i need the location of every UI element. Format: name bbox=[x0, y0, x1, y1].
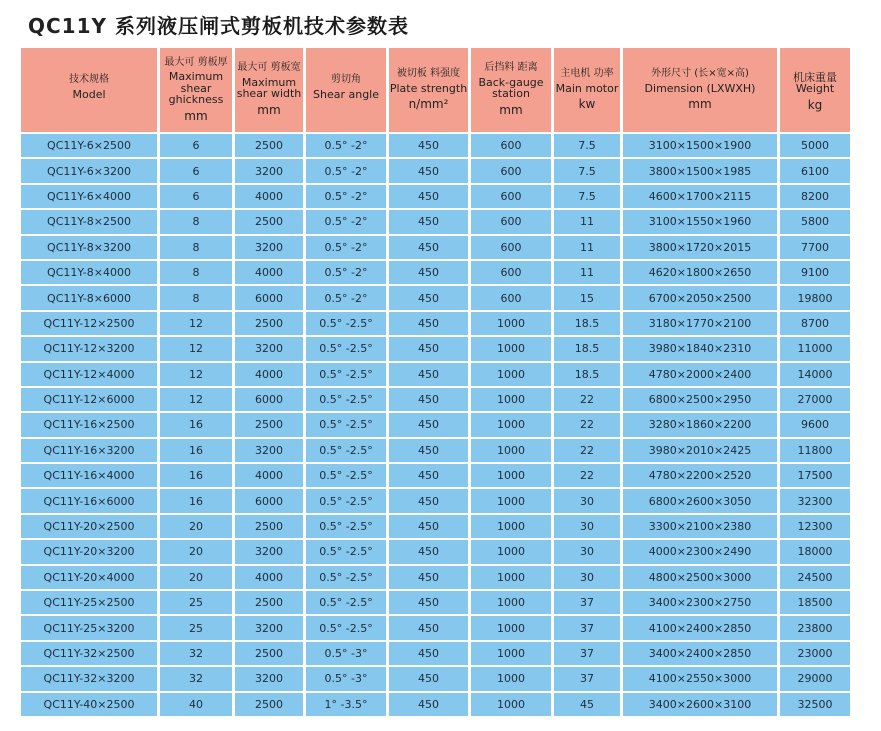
cell-shear-angle: 1° -3.5° bbox=[306, 693, 386, 716]
header-dimension-unit: mm bbox=[688, 97, 712, 112]
header-weight-en: 机床重量 Weight bbox=[793, 70, 837, 96]
cell-max-width: 3200 bbox=[235, 439, 303, 462]
table-row bbox=[21, 642, 850, 665]
cell-main-motor: 37 bbox=[554, 591, 620, 614]
cell-shear-angle: 0.5° -2° bbox=[306, 134, 386, 157]
cell-plate-strength: 450 bbox=[389, 515, 468, 538]
cell-model: QC11Y-8×4000 bbox=[21, 261, 157, 284]
cell-shear-angle: 0.5° -2.5° bbox=[306, 540, 386, 563]
cell-model: QC11Y-40×2500 bbox=[21, 693, 157, 716]
table-row bbox=[21, 312, 850, 335]
cell-max-width: 6000 bbox=[235, 286, 303, 309]
cell-plate-strength: 450 bbox=[389, 667, 468, 690]
cell-shear-angle: 0.5° -2.5° bbox=[306, 566, 386, 589]
cell-weight: 6100 bbox=[780, 159, 850, 182]
cell-plate-strength: 450 bbox=[389, 363, 468, 386]
cell-back-gauge: 1000 bbox=[471, 540, 551, 563]
cell-plate-strength: 450 bbox=[389, 236, 468, 259]
header-plate-strength-unit: n/mm² bbox=[408, 97, 449, 112]
cell-shear-angle: 0.5° -3° bbox=[306, 642, 386, 665]
cell-dimension: 3800×1500×1985 bbox=[623, 159, 777, 182]
cell-weight: 8200 bbox=[780, 185, 850, 208]
cell-weight: 7700 bbox=[780, 236, 850, 259]
cell-main-motor: 37 bbox=[554, 616, 620, 639]
cell-max-thickness: 6 bbox=[160, 159, 232, 182]
cell-main-motor: 22 bbox=[554, 388, 620, 411]
cell-max-width: 2500 bbox=[235, 134, 303, 157]
cell-weight: 32500 bbox=[780, 693, 850, 716]
header-main-motor-en: Main motor bbox=[555, 81, 619, 95]
cell-max-thickness: 12 bbox=[160, 363, 232, 386]
cell-model: QC11Y-20×2500 bbox=[21, 515, 157, 538]
cell-shear-angle: 0.5° -2.5° bbox=[306, 616, 386, 639]
cell-dimension: 3100×1550×1960 bbox=[623, 210, 777, 233]
cell-max-thickness: 20 bbox=[160, 566, 232, 589]
cell-dimension: 4100×2550×3000 bbox=[623, 667, 777, 690]
cell-back-gauge: 1000 bbox=[471, 312, 551, 335]
cell-max-thickness: 16 bbox=[160, 413, 232, 436]
cell-max-thickness: 8 bbox=[160, 261, 232, 284]
cell-weight: 14000 bbox=[780, 363, 850, 386]
cell-shear-angle: 0.5° -2.5° bbox=[306, 312, 386, 335]
cell-main-motor: 7.5 bbox=[554, 185, 620, 208]
cell-back-gauge: 600 bbox=[471, 159, 551, 182]
cell-dimension: 4800×2500×3000 bbox=[623, 566, 777, 589]
title-model-code: QC11Y bbox=[28, 14, 107, 38]
cell-back-gauge: 600 bbox=[471, 134, 551, 157]
cell-plate-strength: 450 bbox=[389, 286, 468, 309]
table-row bbox=[21, 286, 850, 309]
cell-main-motor: 11 bbox=[554, 210, 620, 233]
cell-max-width: 4000 bbox=[235, 363, 303, 386]
header-max-width-unit: mm bbox=[257, 103, 281, 117]
cell-back-gauge: 1000 bbox=[471, 693, 551, 716]
cell-model: QC11Y-12×2500 bbox=[21, 312, 157, 335]
cell-model: QC11Y-8×2500 bbox=[21, 210, 157, 233]
cell-shear-angle: 0.5° -2.5° bbox=[306, 363, 386, 386]
table-row bbox=[21, 566, 850, 589]
cell-shear-angle: 0.5° -2.5° bbox=[306, 337, 386, 360]
table-row bbox=[21, 439, 850, 462]
cell-max-thickness: 32 bbox=[160, 642, 232, 665]
cell-max-width: 4000 bbox=[235, 566, 303, 589]
cell-back-gauge: 1000 bbox=[471, 363, 551, 386]
cell-max-width: 4000 bbox=[235, 185, 303, 208]
cell-dimension: 3300×2100×2380 bbox=[623, 515, 777, 538]
spec-table bbox=[18, 46, 853, 718]
cell-model: QC11Y-12×6000 bbox=[21, 388, 157, 411]
cell-main-motor: 30 bbox=[554, 515, 620, 538]
cell-dimension: 6800×2500×2950 bbox=[623, 388, 777, 411]
cell-back-gauge: 600 bbox=[471, 261, 551, 284]
cell-back-gauge: 1000 bbox=[471, 642, 551, 665]
cell-plate-strength: 450 bbox=[389, 464, 468, 487]
cell-max-width: 2500 bbox=[235, 210, 303, 233]
cell-max-thickness: 6 bbox=[160, 134, 232, 157]
header-shear-angle-cn: 剪切角 bbox=[331, 74, 361, 86]
cell-max-thickness: 8 bbox=[160, 236, 232, 259]
cell-max-thickness: 40 bbox=[160, 693, 232, 716]
cell-weight: 24500 bbox=[780, 566, 850, 589]
cell-plate-strength: 450 bbox=[389, 591, 468, 614]
header-dimension bbox=[623, 48, 777, 132]
cell-shear-angle: 0.5° -3° bbox=[306, 667, 386, 690]
table-row bbox=[21, 363, 850, 386]
cell-dimension: 4600×1700×2115 bbox=[623, 185, 777, 208]
cell-weight: 9600 bbox=[780, 413, 850, 436]
cell-max-thickness: 8 bbox=[160, 210, 232, 233]
header-max-width-en: Maximum shear width bbox=[236, 75, 302, 101]
cell-dimension: 6800×2600×3050 bbox=[623, 489, 777, 512]
cell-back-gauge: 1000 bbox=[471, 667, 551, 690]
table-row bbox=[21, 464, 850, 487]
cell-back-gauge: 1000 bbox=[471, 591, 551, 614]
cell-weight: 29000 bbox=[780, 667, 850, 690]
cell-shear-angle: 0.5° -2° bbox=[306, 210, 386, 233]
cell-shear-angle: 0.5° -2.5° bbox=[306, 464, 386, 487]
header-plate-strength-cn: 被切板 料强度 bbox=[396, 68, 461, 80]
cell-plate-strength: 450 bbox=[389, 134, 468, 157]
table-row bbox=[21, 667, 850, 690]
cell-model: QC11Y-16×4000 bbox=[21, 464, 157, 487]
header-max-width bbox=[235, 48, 303, 132]
cell-dimension: 3400×2300×2750 bbox=[623, 591, 777, 614]
cell-weight: 5800 bbox=[780, 210, 850, 233]
cell-main-motor: 15 bbox=[554, 286, 620, 309]
cell-back-gauge: 1000 bbox=[471, 566, 551, 589]
header-max-thickness-unit: mm bbox=[184, 108, 208, 123]
header-max-thickness-en: Maximum shear ghickness bbox=[168, 70, 224, 107]
cell-main-motor: 7.5 bbox=[554, 134, 620, 157]
cell-model: QC11Y-12×3200 bbox=[21, 337, 157, 360]
header-model-en: Model bbox=[72, 87, 106, 101]
cell-max-thickness: 16 bbox=[160, 489, 232, 512]
cell-max-width: 3200 bbox=[235, 616, 303, 639]
table-row bbox=[21, 159, 850, 182]
cell-back-gauge: 600 bbox=[471, 210, 551, 233]
cell-max-width: 2500 bbox=[235, 515, 303, 538]
cell-model: QC11Y-25×2500 bbox=[21, 591, 157, 614]
cell-plate-strength: 450 bbox=[389, 642, 468, 665]
header-model-cn: 技术规格 bbox=[69, 74, 109, 86]
cell-max-width: 3200 bbox=[235, 337, 303, 360]
table-row bbox=[21, 236, 850, 259]
cell-dimension: 3400×2400×2850 bbox=[623, 642, 777, 665]
table-row bbox=[21, 134, 850, 157]
header-row bbox=[21, 48, 850, 132]
cell-weight: 17500 bbox=[780, 464, 850, 487]
cell-max-width: 3200 bbox=[235, 159, 303, 182]
cell-shear-angle: 0.5° -2° bbox=[306, 286, 386, 309]
cell-weight: 18000 bbox=[780, 540, 850, 563]
cell-weight: 32300 bbox=[780, 489, 850, 512]
cell-main-motor: 30 bbox=[554, 540, 620, 563]
cell-plate-strength: 450 bbox=[389, 185, 468, 208]
cell-weight: 12300 bbox=[780, 515, 850, 538]
cell-main-motor: 7.5 bbox=[554, 159, 620, 182]
cell-main-motor: 22 bbox=[554, 439, 620, 462]
cell-max-width: 2500 bbox=[235, 642, 303, 665]
table-row bbox=[21, 337, 850, 360]
table-row bbox=[21, 388, 850, 411]
cell-max-thickness: 16 bbox=[160, 439, 232, 462]
cell-model: QC11Y-16×2500 bbox=[21, 413, 157, 436]
table-body bbox=[21, 134, 850, 716]
table-row bbox=[21, 591, 850, 614]
title-text: 系列液压闸式剪板机技术参数表 bbox=[114, 14, 409, 38]
cell-plate-strength: 450 bbox=[389, 489, 468, 512]
cell-max-width: 6000 bbox=[235, 388, 303, 411]
header-dimension-cn: 外形尺寸 (长×宽×高) bbox=[651, 68, 749, 80]
cell-weight: 27000 bbox=[780, 388, 850, 411]
cell-shear-angle: 0.5° -2.5° bbox=[306, 489, 386, 512]
cell-max-width: 2500 bbox=[235, 693, 303, 716]
cell-plate-strength: 450 bbox=[389, 540, 468, 563]
cell-plate-strength: 450 bbox=[389, 312, 468, 335]
table-row bbox=[21, 616, 850, 639]
cell-model: QC11Y-8×6000 bbox=[21, 286, 157, 309]
cell-model: QC11Y-20×3200 bbox=[21, 540, 157, 563]
cell-plate-strength: 450 bbox=[389, 413, 468, 436]
cell-max-thickness: 25 bbox=[160, 616, 232, 639]
cell-shear-angle: 0.5° -2° bbox=[306, 261, 386, 284]
cell-weight: 18500 bbox=[780, 591, 850, 614]
cell-max-width: 2500 bbox=[235, 591, 303, 614]
cell-shear-angle: 0.5° -2° bbox=[306, 185, 386, 208]
cell-max-width: 3200 bbox=[235, 540, 303, 563]
header-shear-angle-en: Shear angle bbox=[313, 87, 379, 101]
cell-model: QC11Y-16×6000 bbox=[21, 489, 157, 512]
cell-plate-strength: 450 bbox=[389, 159, 468, 182]
table-row bbox=[21, 489, 850, 512]
header-back-gauge-unit: mm bbox=[499, 103, 523, 117]
cell-shear-angle: 0.5° -2.5° bbox=[306, 439, 386, 462]
cell-dimension: 4620×1800×2650 bbox=[623, 261, 777, 284]
cell-max-thickness: 12 bbox=[160, 337, 232, 360]
cell-back-gauge: 1000 bbox=[471, 388, 551, 411]
cell-dimension: 3980×1840×2310 bbox=[623, 337, 777, 360]
cell-max-thickness: 25 bbox=[160, 591, 232, 614]
cell-main-motor: 18.5 bbox=[554, 312, 620, 335]
cell-dimension: 4100×2400×2850 bbox=[623, 616, 777, 639]
header-plate-strength bbox=[389, 48, 468, 132]
cell-main-motor: 22 bbox=[554, 464, 620, 487]
cell-model: QC11Y-6×3200 bbox=[21, 159, 157, 182]
header-max-thickness-cn: 最大可 剪板厚 bbox=[164, 56, 228, 68]
cell-dimension: 6700×2050×2500 bbox=[623, 286, 777, 309]
cell-plate-strength: 450 bbox=[389, 337, 468, 360]
cell-main-motor: 37 bbox=[554, 667, 620, 690]
cell-shear-angle: 0.5° -2.5° bbox=[306, 515, 386, 538]
header-back-gauge bbox=[471, 48, 551, 132]
header-back-gauge-cn: 后挡料 距离 bbox=[484, 62, 538, 74]
cell-back-gauge: 1000 bbox=[471, 515, 551, 538]
table-row bbox=[21, 210, 850, 233]
table-row bbox=[21, 540, 850, 563]
table-row bbox=[21, 261, 850, 284]
cell-dimension: 3280×1860×2200 bbox=[623, 413, 777, 436]
cell-dimension: 3100×1500×1900 bbox=[623, 134, 777, 157]
cell-max-thickness: 32 bbox=[160, 667, 232, 690]
header-shear-angle bbox=[306, 48, 386, 132]
cell-max-width: 4000 bbox=[235, 261, 303, 284]
cell-weight: 11800 bbox=[780, 439, 850, 462]
cell-main-motor: 18.5 bbox=[554, 363, 620, 386]
cell-max-thickness: 12 bbox=[160, 312, 232, 335]
header-plate-strength-en: Plate strength bbox=[389, 81, 468, 95]
header-max-width-cn: 最大可 剪板宽 bbox=[237, 62, 301, 74]
cell-model: QC11Y-32×3200 bbox=[21, 667, 157, 690]
cell-max-thickness: 8 bbox=[160, 286, 232, 309]
cell-plate-strength: 450 bbox=[389, 566, 468, 589]
cell-back-gauge: 600 bbox=[471, 286, 551, 309]
cell-plate-strength: 450 bbox=[389, 210, 468, 233]
cell-back-gauge: 600 bbox=[471, 185, 551, 208]
cell-plate-strength: 450 bbox=[389, 261, 468, 284]
cell-main-motor: 30 bbox=[554, 489, 620, 512]
cell-weight: 8700 bbox=[780, 312, 850, 335]
cell-plate-strength: 450 bbox=[389, 439, 468, 462]
cell-shear-angle: 0.5° -2.5° bbox=[306, 388, 386, 411]
cell-weight: 23800 bbox=[780, 616, 850, 639]
cell-back-gauge: 1000 bbox=[471, 337, 551, 360]
cell-weight: 5000 bbox=[780, 134, 850, 157]
cell-model: QC11Y-6×4000 bbox=[21, 185, 157, 208]
page-title bbox=[28, 10, 409, 39]
cell-model: QC11Y-25×3200 bbox=[21, 616, 157, 639]
cell-model: QC11Y-12×4000 bbox=[21, 363, 157, 386]
cell-dimension: 3180×1770×2100 bbox=[623, 312, 777, 335]
cell-weight: 19800 bbox=[780, 286, 850, 309]
cell-max-width: 3200 bbox=[235, 236, 303, 259]
cell-back-gauge: 1000 bbox=[471, 464, 551, 487]
cell-max-width: 6000 bbox=[235, 489, 303, 512]
header-weight bbox=[780, 48, 850, 132]
cell-model: QC11Y-20×4000 bbox=[21, 566, 157, 589]
table-row bbox=[21, 515, 850, 538]
cell-weight: 9100 bbox=[780, 261, 850, 284]
cell-dimension: 3400×2600×3100 bbox=[623, 693, 777, 716]
cell-main-motor: 30 bbox=[554, 566, 620, 589]
cell-dimension: 4780×2000×2400 bbox=[623, 363, 777, 386]
header-main-motor bbox=[554, 48, 620, 132]
cell-dimension: 3800×1720×2015 bbox=[623, 236, 777, 259]
header-main-motor-cn: 主电机 功率 bbox=[560, 68, 614, 80]
cell-shear-angle: 0.5° -2° bbox=[306, 159, 386, 182]
cell-main-motor: 22 bbox=[554, 413, 620, 436]
cell-back-gauge: 600 bbox=[471, 236, 551, 259]
cell-max-width: 4000 bbox=[235, 464, 303, 487]
cell-main-motor: 11 bbox=[554, 236, 620, 259]
cell-plate-strength: 450 bbox=[389, 616, 468, 639]
header-weight-unit: kg bbox=[807, 97, 823, 112]
cell-shear-angle: 0.5° -2.5° bbox=[306, 413, 386, 436]
header-back-gauge-en: Back-gauge station bbox=[478, 75, 544, 101]
table-row bbox=[21, 693, 850, 716]
header-main-motor-unit: kw bbox=[578, 97, 596, 112]
cell-main-motor: 45 bbox=[554, 693, 620, 716]
cell-dimension: 4780×2200×2520 bbox=[623, 464, 777, 487]
header-model bbox=[21, 48, 157, 132]
cell-back-gauge: 1000 bbox=[471, 413, 551, 436]
cell-max-thickness: 6 bbox=[160, 185, 232, 208]
table-row bbox=[21, 185, 850, 208]
cell-dimension: 3980×2010×2425 bbox=[623, 439, 777, 462]
cell-main-motor: 37 bbox=[554, 642, 620, 665]
cell-plate-strength: 450 bbox=[389, 388, 468, 411]
cell-main-motor: 11 bbox=[554, 261, 620, 284]
cell-max-width: 2500 bbox=[235, 312, 303, 335]
cell-dimension: 4000×2300×2490 bbox=[623, 540, 777, 563]
cell-max-thickness: 16 bbox=[160, 464, 232, 487]
header-dimension-en: Dimension (LXWXH) bbox=[644, 81, 756, 95]
cell-main-motor: 18.5 bbox=[554, 337, 620, 360]
cell-max-thickness: 20 bbox=[160, 540, 232, 563]
cell-back-gauge: 1000 bbox=[471, 439, 551, 462]
cell-model: QC11Y-6×2500 bbox=[21, 134, 157, 157]
cell-shear-angle: 0.5° -2° bbox=[306, 236, 386, 259]
header-max-thickness bbox=[160, 48, 232, 132]
cell-max-width: 2500 bbox=[235, 413, 303, 436]
cell-shear-angle: 0.5° -2.5° bbox=[306, 591, 386, 614]
cell-weight: 11000 bbox=[780, 337, 850, 360]
table-row bbox=[21, 413, 850, 436]
cell-model: QC11Y-8×3200 bbox=[21, 236, 157, 259]
cell-model: QC11Y-16×3200 bbox=[21, 439, 157, 462]
cell-plate-strength: 450 bbox=[389, 693, 468, 716]
cell-max-thickness: 12 bbox=[160, 388, 232, 411]
cell-max-width: 3200 bbox=[235, 667, 303, 690]
cell-back-gauge: 1000 bbox=[471, 616, 551, 639]
cell-max-thickness: 20 bbox=[160, 515, 232, 538]
cell-back-gauge: 1000 bbox=[471, 489, 551, 512]
cell-weight: 23000 bbox=[780, 642, 850, 665]
cell-model: QC11Y-32×2500 bbox=[21, 642, 157, 665]
